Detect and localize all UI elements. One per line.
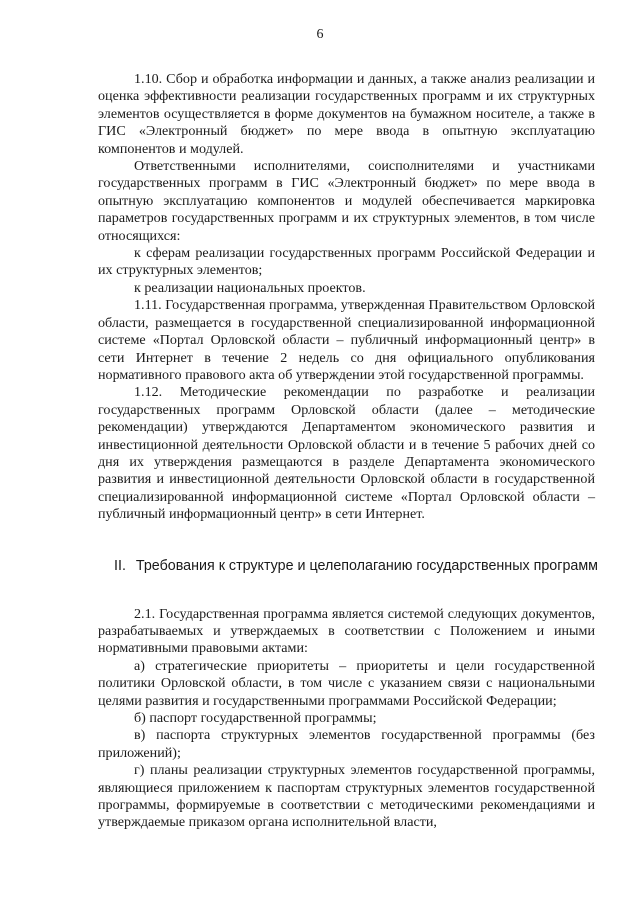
paragraph-spheres: к сферам реализации государственных программ Российской Федерации и их структурных элементов; xyxy=(98,245,595,279)
paragraph-1-12: 1.12. Методические рекомендации по разработке и реализации государственных программ Орловской области (далее – методические рекомендации) утверждаются Департаментом экономического развития и инвестиционной деятельности Орловской области и в течение 5 рабочих дней со дня их утверждения размещаются в разделе Департамента экономического развития и инвестиционной деятельности Орловской области в государственной специализированной информационной системе «Портал Орловской области – публичный информационный центр» в сети Интернет. xyxy=(98,384,595,523)
document-body xyxy=(98,71,599,832)
list-item-a: а) стратегические приоритеты – приоритеты и цели государственной политики Орловской области, в том числе с указанием связи с национальными целями развития и государственными программами Российской Федерации; xyxy=(98,657,595,709)
paragraph-marking: Ответственными исполнителями, соисполнителями и участниками государственных программ в ГИС «Электронный бюджет» по мере ввода в опытную эксплуатацию компонентов и модулей обеспечивается маркировка параметров государственных программ и их структурных элементов, в том числе относящихся: xyxy=(98,158,595,244)
paragraph-national-projects: к реализации национальных проектов. xyxy=(134,279,366,296)
list-item-b: б) паспорт государственной программы; xyxy=(134,710,377,726)
section-heading xyxy=(98,557,599,575)
paragraph-1-11: 1.11. Государственная программа, утвержденная Правительством Орловской области, размещается в государственной специализированной информационной системе «Портал Орловской области – публичный информационный центр» в сети Интернет в течение 2 недель со дня официального опубликования нормативного правового акта об утверждении этой государственной программы. xyxy=(98,297,595,383)
section-title: Требования к структуре и целеполаганию государственных программ xyxy=(135,557,599,574)
paragraph-2-1: 2.1. Государственная программа является системой следующих документов, разрабатываемых и утверждаемых в соответствии с Положением и иными нормативными правовыми актами: xyxy=(98,605,595,657)
page-number: 6 xyxy=(316,27,324,42)
list-item-v: в) паспорта структурных элементов государственной программы (без приложений); xyxy=(98,727,595,761)
section-number: II. xyxy=(114,557,126,574)
list-item-g: г) планы реализации структурных элементов государственной программы, являющиеся приложением к паспортам структурных элементов государственной программы, формируемые в соответствии с методическими рекомендациями и утверждаемые приказом органа исполнительной власти, xyxy=(98,762,595,831)
paragraph-1-10: 1.10. Сбор и обработка информации и данных, а также анализ реализации и оценка эффективности реализации государственных программ и их структурных элементов осуществляется в форме документов на бумажном носителе, а также в ГИС «Электронный бюджет» по мере ввода в опытную эксплуатацию компонентов и модулей. xyxy=(98,71,595,157)
